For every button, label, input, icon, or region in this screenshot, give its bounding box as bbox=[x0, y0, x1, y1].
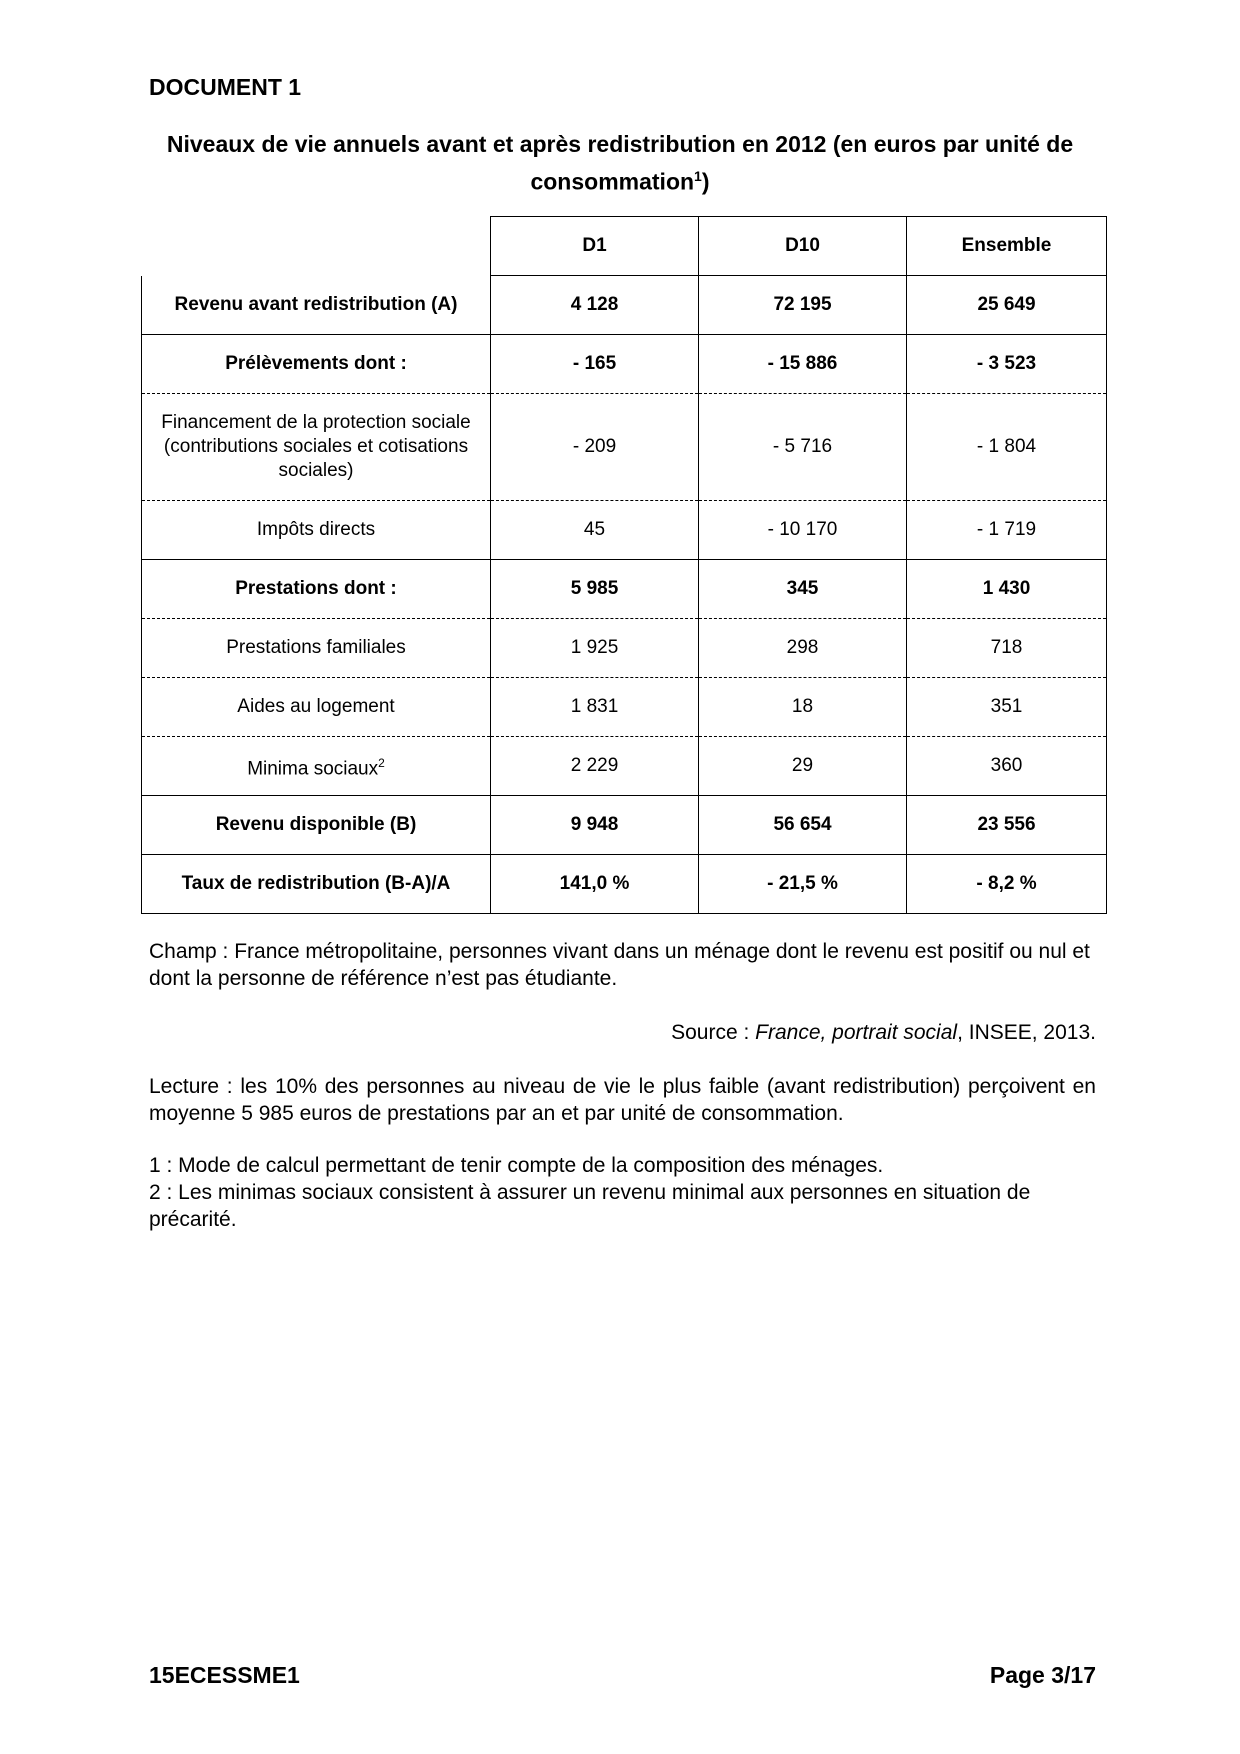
row-label: Impôts directs bbox=[142, 501, 491, 560]
table-cell: - 209 bbox=[491, 394, 699, 501]
table-cell: - 8,2 % bbox=[907, 855, 1107, 914]
table-cell: 18 bbox=[699, 678, 907, 737]
table-cell: 2 229 bbox=[491, 737, 699, 796]
row-label: Prestations familiales bbox=[142, 619, 491, 678]
column-header: Ensemble bbox=[907, 217, 1107, 276]
source-note bbox=[149, 1019, 1096, 1046]
table-cell: - 15 886 bbox=[699, 335, 907, 394]
table-cell: 141,0 % bbox=[491, 855, 699, 914]
source-suffix: , INSEE, 2013. bbox=[957, 1021, 1096, 1044]
table-cell: - 5 716 bbox=[699, 394, 907, 501]
column-header: D1 bbox=[491, 217, 699, 276]
document-title bbox=[150, 128, 1090, 198]
table-cell: - 165 bbox=[491, 335, 699, 394]
source-work: France, portrait social bbox=[755, 1021, 958, 1044]
table-cell: 1 430 bbox=[907, 560, 1107, 619]
row-label: Taux de redistribution (B-A)/A bbox=[142, 855, 491, 914]
table-cell: 1 831 bbox=[491, 678, 699, 737]
table-cell: 5 985 bbox=[491, 560, 699, 619]
redistribution-table bbox=[141, 216, 1107, 914]
table-row bbox=[142, 737, 1107, 796]
table-cell: 72 195 bbox=[699, 276, 907, 335]
table-cell: 45 bbox=[491, 501, 699, 560]
table-cell: - 3 523 bbox=[907, 335, 1107, 394]
row-label: Prestations dont : bbox=[142, 560, 491, 619]
table-cell: 1 925 bbox=[491, 619, 699, 678]
table-row bbox=[142, 796, 1107, 855]
title-closing: ) bbox=[701, 168, 710, 195]
source-prefix: Source : bbox=[671, 1021, 756, 1044]
table-cell: 56 654 bbox=[699, 796, 907, 855]
table-row bbox=[142, 394, 1107, 501]
table-row bbox=[142, 678, 1107, 737]
document-label: DOCUMENT 1 bbox=[149, 74, 302, 100]
footnote: 1 : Mode de calcul permettant de tenir compte de la composition des ménages. bbox=[149, 1154, 884, 1177]
footer-code: 15ECESSME1 bbox=[149, 1662, 300, 1688]
table-cell: 4 128 bbox=[491, 276, 699, 335]
row-label bbox=[142, 737, 491, 796]
table-cell: 23 556 bbox=[907, 796, 1107, 855]
footnote-marker: 2 bbox=[378, 755, 385, 770]
footnote: 2 : Les minimas sociaux consistent à assurer un revenu minimal aux personnes en situation de précarité. bbox=[149, 1181, 1031, 1231]
table-cell: - 1 719 bbox=[907, 501, 1107, 560]
table-cell: 298 bbox=[699, 619, 907, 678]
column-header: D10 bbox=[699, 217, 907, 276]
table-corner bbox=[142, 217, 491, 276]
table-cell: - 10 170 bbox=[699, 501, 907, 560]
table-row bbox=[142, 501, 1107, 560]
table-cell: 29 bbox=[699, 737, 907, 796]
table-cell: 718 bbox=[907, 619, 1107, 678]
title-footnote-marker: 1 bbox=[694, 168, 702, 184]
champ-note: Champ : France métropolitaine, personnes vivant dans un ménage dont le revenu est positif ou nul et dont la personne de référence n’est pas étudiante. bbox=[149, 940, 1090, 990]
table-cell: 345 bbox=[699, 560, 907, 619]
table-cell: - 21,5 % bbox=[699, 855, 907, 914]
table-cell: - 1 804 bbox=[907, 394, 1107, 501]
row-label: Revenu disponible (B) bbox=[142, 796, 491, 855]
row-label-text: Minima sociaux bbox=[247, 758, 379, 780]
row-label: Revenu avant redistribution (A) bbox=[142, 276, 491, 335]
table-cell: 351 bbox=[907, 678, 1107, 737]
row-label: Financement de la protection sociale (contributions sociales et cotisations sociales) bbox=[142, 394, 491, 501]
table-row bbox=[142, 619, 1107, 678]
table-header-row bbox=[142, 217, 1107, 276]
lecture-note: Lecture : les 10% des personnes au niveau de vie le plus faible (avant redistribution) perçoivent en moyenne 5 985 euros de prestations par an et par unité de consommation. bbox=[149, 1075, 1096, 1125]
table-cell: 360 bbox=[907, 737, 1107, 796]
table-cell: 9 948 bbox=[491, 796, 699, 855]
table-row bbox=[142, 560, 1107, 619]
table-cell: 25 649 bbox=[907, 276, 1107, 335]
row-label: Prélèvements dont : bbox=[142, 335, 491, 394]
footer-page-number: Page 3/17 bbox=[989, 1662, 1096, 1688]
table-row bbox=[142, 335, 1107, 394]
table-row bbox=[142, 276, 1107, 335]
row-label: Aides au logement bbox=[142, 678, 491, 737]
title-text: Niveaux de vie annuels avant et après redistribution en 2012 (en euros par unité de consommation bbox=[166, 131, 1074, 195]
table-row bbox=[142, 855, 1107, 914]
